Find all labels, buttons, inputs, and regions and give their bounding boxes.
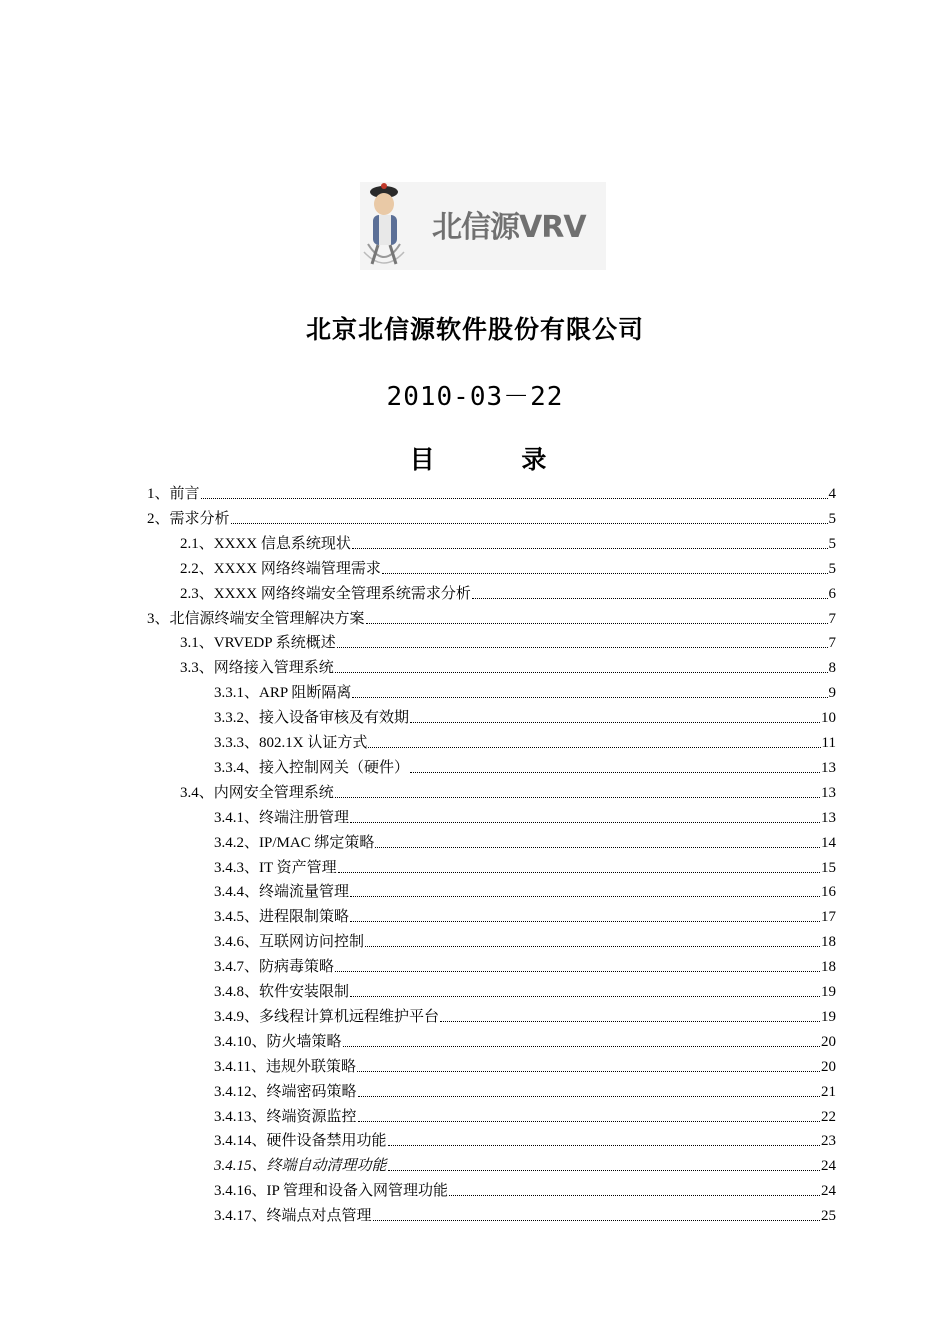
- toc-entry-title: 3.4.3、IT 资产管理: [214, 859, 337, 876]
- toc-entry-title: 3.1、VRVEDP 系统概述: [180, 635, 336, 652]
- toc-entry-title: 2.3、XXXX 网络终端安全管理系统需求分析: [180, 585, 471, 602]
- toc-entry[interactable]: [214, 1105, 836, 1127]
- toc-dot-leader: [388, 1145, 820, 1146]
- toc-entry-page: 9: [828, 685, 836, 702]
- toc-dot-leader: [449, 1195, 820, 1196]
- toc-entry-title: 3.3.2、接入设备审核及有效期: [214, 710, 410, 727]
- toc-entry[interactable]: [214, 806, 836, 828]
- toc-dot-leader: [410, 722, 820, 723]
- toc-entry-page: 25: [821, 1208, 836, 1225]
- toc-entry-page: 19: [821, 984, 836, 1000]
- toc-entry[interactable]: [214, 831, 836, 853]
- toc-entry-page: 4: [828, 486, 836, 502]
- toc-entry-title: 3.3、网络接入管理系统: [180, 660, 334, 677]
- toc-dot-leader: [365, 946, 820, 947]
- toc-entry[interactable]: [180, 557, 836, 579]
- toc-entry-page: 20: [821, 1033, 836, 1050]
- toc-entry[interactable]: [180, 656, 836, 678]
- toc-dot-leader: [410, 772, 820, 773]
- toc-entry[interactable]: [214, 731, 836, 753]
- toc-entry-title: 3.3.4、接入控制网关（硬件）: [214, 759, 410, 776]
- toc-entry-page: 22: [821, 1108, 836, 1125]
- toc-dot-leader: [338, 872, 820, 873]
- toc-entry-title: 2.1、XXXX 信息系统现状: [180, 535, 351, 552]
- toc-entry[interactable]: [214, 1179, 836, 1201]
- toc-entry[interactable]: [180, 532, 836, 554]
- toc-dot-leader: [388, 1170, 820, 1171]
- toc-dot-leader: [231, 523, 828, 524]
- toc-dot-leader: [375, 847, 820, 848]
- toc-entry-title: 3、北信源终端安全管理解决方案: [147, 610, 365, 627]
- toc-entry-page: 13: [821, 809, 836, 826]
- toc-entry-title: 3.4.5、进程限制策略: [214, 909, 350, 926]
- toc-entry[interactable]: [147, 607, 836, 629]
- toc-entry[interactable]: [214, 706, 836, 728]
- toc-heading: 目 录: [409, 445, 571, 474]
- toc-dot-leader: [352, 697, 827, 698]
- toc-entry-page: 13: [821, 759, 836, 776]
- toc-entry-title: 3.4.16、IP 管理和设备入网管理功能: [214, 1183, 449, 1200]
- toc-entry-page: 20: [821, 1058, 836, 1075]
- toc-entry-page: 13: [821, 784, 836, 801]
- toc-entry-page: 21: [821, 1083, 836, 1100]
- toc-entry-title: 3.4.6、互联网访问控制: [214, 934, 365, 951]
- toc-entry-title: 3.4.11、违规外联策略: [214, 1058, 356, 1075]
- toc-dot-leader: [352, 548, 828, 549]
- toc-dot-leader: [373, 1220, 820, 1221]
- toc-entry-page: 11: [821, 735, 836, 751]
- toc-entry-page: 7: [828, 610, 836, 627]
- toc-entry-page: 18: [821, 934, 836, 951]
- toc-entry[interactable]: [214, 955, 836, 977]
- toc-entry-title: 1、前言: [147, 486, 200, 502]
- toc-entry[interactable]: [147, 507, 836, 529]
- toc-entry-title: 3.4.13、终端资源监控: [214, 1108, 357, 1125]
- toc-entry-title: 3.4.7、防病毒策略: [214, 959, 335, 976]
- toc-entry-page: 14: [821, 834, 836, 851]
- toc-entry-title: 3.4.4、终端流量管理: [214, 884, 350, 901]
- toc-entry-page: 17: [821, 909, 836, 926]
- toc-entry[interactable]: [214, 1005, 836, 1027]
- toc-dot-leader: [440, 1021, 820, 1022]
- toc-entry-page: 10: [821, 710, 836, 727]
- document-date: 2010-03－22: [386, 382, 564, 412]
- toc-entry-page: 16: [821, 884, 836, 901]
- toc-entry-page: 8: [828, 660, 836, 677]
- toc-entry[interactable]: [214, 1080, 836, 1102]
- toc-dot-leader: [335, 672, 828, 673]
- toc-entry[interactable]: [180, 631, 836, 653]
- toc-entry-page: 5: [828, 535, 836, 552]
- toc-entry[interactable]: [180, 781, 836, 803]
- toc-entry-page: 23: [821, 1133, 836, 1150]
- toc-entry-page: 24: [821, 1158, 836, 1175]
- toc-entry-page: 18: [821, 959, 836, 976]
- company-name: 北京北信源软件股份有限公司: [305, 315, 644, 344]
- logo-text: 北信源VRV: [432, 210, 586, 245]
- toc-dot-leader: [358, 1096, 820, 1097]
- toc-entry[interactable]: [214, 1204, 836, 1226]
- toc-entry[interactable]: [180, 582, 836, 604]
- toc-entry-title: 2.2、XXXX 网络终端管理需求: [180, 560, 381, 577]
- toc-dot-leader: [335, 797, 820, 798]
- toc-dot-leader: [350, 996, 820, 997]
- toc-dot-leader: [343, 1046, 820, 1047]
- toc-entry[interactable]: [214, 1055, 836, 1077]
- toc-entry-page: 15: [821, 859, 836, 876]
- toc-entry-page: 6: [828, 585, 836, 602]
- toc-entry-page: 7: [828, 635, 836, 652]
- toc-dot-leader: [350, 896, 820, 897]
- toc-entry-page: 5: [828, 510, 836, 527]
- toc-entry[interactable]: [214, 930, 836, 952]
- toc-dot-leader: [335, 971, 820, 972]
- toc-dot-leader: [366, 623, 828, 624]
- toc-entry-page: 5: [828, 560, 836, 577]
- toc-entry-page: 24: [821, 1183, 836, 1200]
- toc-dot-leader: [357, 1071, 820, 1072]
- toc-entry-title: 3.4.17、终端点对点管理: [214, 1208, 372, 1225]
- toc-entry[interactable]: [214, 980, 836, 1002]
- toc-entry[interactable]: [214, 681, 836, 703]
- toc-entry-title: 2、需求分析: [147, 510, 230, 527]
- toc-dot-leader: [358, 1121, 820, 1122]
- toc-dot-leader: [368, 747, 820, 748]
- toc-entry-title: 3.3.3、802.1X 认证方式: [214, 735, 368, 751]
- toc-entry[interactable]: [214, 905, 836, 927]
- toc-dot-leader: [472, 598, 828, 599]
- toc-entry-title: 3.4.9、多线程计算机远程维护平台: [214, 1008, 440, 1025]
- toc-entry-title: 3.4、内网安全管理系统: [180, 784, 334, 801]
- toc-entry[interactable]: [214, 880, 836, 902]
- toc-dot-leader: [350, 822, 820, 823]
- toc-entry[interactable]: [214, 1030, 836, 1052]
- toc-entry[interactable]: [214, 756, 836, 778]
- toc-dot-leader: [337, 647, 828, 648]
- toc-dot-leader: [382, 573, 828, 574]
- company-logo: [360, 182, 606, 270]
- toc-entry-title: 3.4.10、防火墙策略: [214, 1033, 342, 1050]
- toc-dot-leader: [201, 498, 828, 499]
- toc-entry-title: 3.4.12、终端密码策略: [214, 1083, 357, 1100]
- toc-entry-title: 3.4.1、终端注册管理: [214, 809, 350, 826]
- toc-entry[interactable]: [214, 856, 836, 878]
- toc-entry[interactable]: [214, 1154, 836, 1176]
- toc-entry-title: 3.4.15、终端自动清理功能: [214, 1158, 387, 1175]
- toc-entry-title: 3.4.14、硬件设备禁用功能: [214, 1133, 387, 1150]
- toc-dot-leader: [350, 921, 820, 922]
- toc-entry-title: 3.3.1、ARP 阻断隔离: [214, 685, 352, 702]
- toc-entry[interactable]: [147, 482, 836, 504]
- toc-entry-title: 3.4.8、软件安装限制: [214, 984, 350, 1000]
- toc-entry[interactable]: [214, 1129, 836, 1151]
- toc-entry-page: 19: [821, 1008, 836, 1025]
- toc-entry-title: 3.4.2、IP/MAC 绑定策略: [214, 834, 375, 851]
